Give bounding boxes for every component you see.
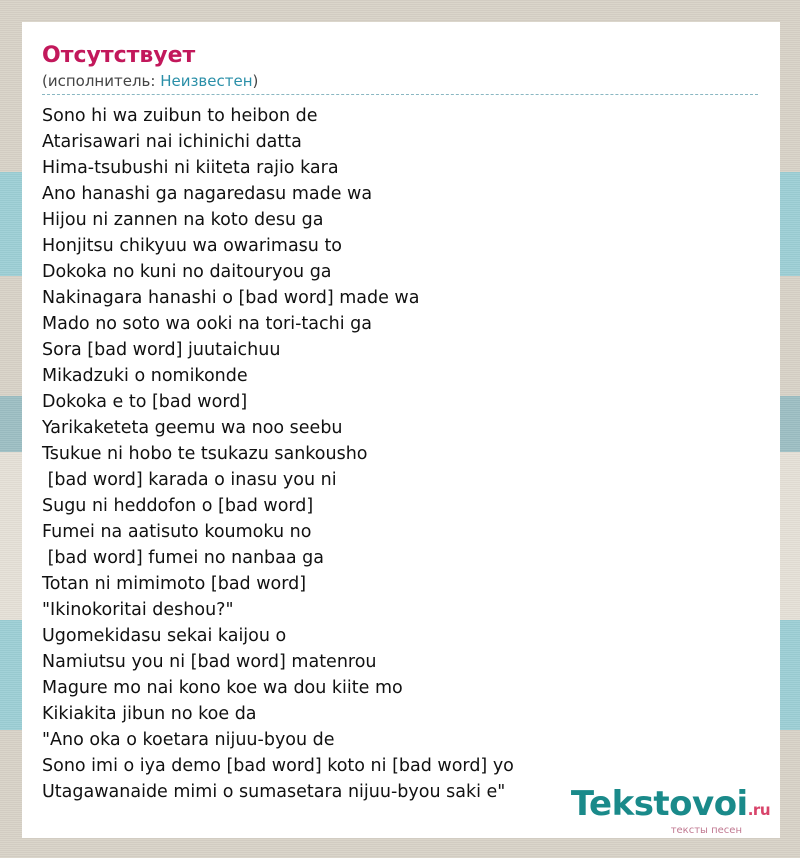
lyric-line: Atarisawari nai ichinichi datta xyxy=(42,132,302,152)
site-logo[interactable] xyxy=(570,784,770,836)
lyrics-card xyxy=(22,22,780,838)
artist-prefix: (исполнитель: xyxy=(42,72,161,90)
lyric-line: Mado no soto wa ooki na tori-tachi ga xyxy=(42,314,372,334)
lyric-line: "Ikinokoritai deshou?" xyxy=(42,600,234,620)
lyric-line: Ugomekidasu sekai kaijou o xyxy=(42,626,287,646)
lyric-line: Dokoka no kuni no daitouryou ga xyxy=(42,262,332,282)
song-title: Отсутствует xyxy=(42,43,196,68)
lyric-line: [bad word] fumei no nanbaa ga xyxy=(42,548,325,568)
lyric-line: Hijou ni zannen na koto desu ga xyxy=(42,210,324,230)
lyric-line: "Ano oka o koetara nijuu-byou de xyxy=(42,730,335,750)
artist-link[interactable]: Неизвестен xyxy=(160,72,253,90)
lyric-line: Tsukue ni hobo te tsukazu sankousho xyxy=(42,444,368,464)
logo-name: Tekstovoi xyxy=(570,784,748,824)
lyric-line: Honjitsu chikyuu wa owarimasu to xyxy=(42,236,343,256)
lyric-line: Nakinagara hanashi o [bad word] made wa xyxy=(42,288,420,308)
lyric-line: Sora [bad word] juutaichuu xyxy=(42,340,281,360)
lyric-line: Sono hi wa zuibun to heibon de xyxy=(42,106,318,126)
lyric-line: Utagawanaide mimi o sumasetara nijuu-byou saki e" xyxy=(42,782,506,802)
artist-line xyxy=(42,72,758,95)
lyric-line: Sugu ni heddofon o [bad word] xyxy=(42,496,314,516)
lyric-line: Dokoka e to [bad word] xyxy=(42,392,248,412)
lyric-line: Ano hanashi ga nagaredasu made wa xyxy=(42,184,373,204)
lyric-line: [bad word] karada o inasu you ni xyxy=(42,470,337,490)
logo-wordmark xyxy=(570,784,770,827)
lyric-line: Kikiakita jibun no koe da xyxy=(42,704,257,724)
lyrics-text xyxy=(42,103,760,805)
lyric-line: Sono imi o iya demo [bad word] koto ni [bad word] yo xyxy=(42,756,514,776)
logo-tagline: тексты песен xyxy=(670,825,742,836)
lyric-line: Fumei na aatisuto koumoku no xyxy=(42,522,312,542)
lyric-line: Yarikaketeta geemu wa noo seebu xyxy=(42,418,343,438)
lyric-line: Magure mo nai kono koe wa dou kiite mo xyxy=(42,678,403,698)
logo-tld: .ru xyxy=(747,801,770,819)
lyric-line: Mikadzuki o nomikonde xyxy=(42,366,248,386)
artist-suffix: ) xyxy=(252,72,259,90)
lyric-line: Totan ni mimimoto [bad word] xyxy=(42,574,307,594)
lyric-line: Hima-tsubushi ni kiiteta rajio kara xyxy=(42,158,339,178)
lyric-line: Namiutsu you ni [bad word] matenrou xyxy=(42,652,377,672)
